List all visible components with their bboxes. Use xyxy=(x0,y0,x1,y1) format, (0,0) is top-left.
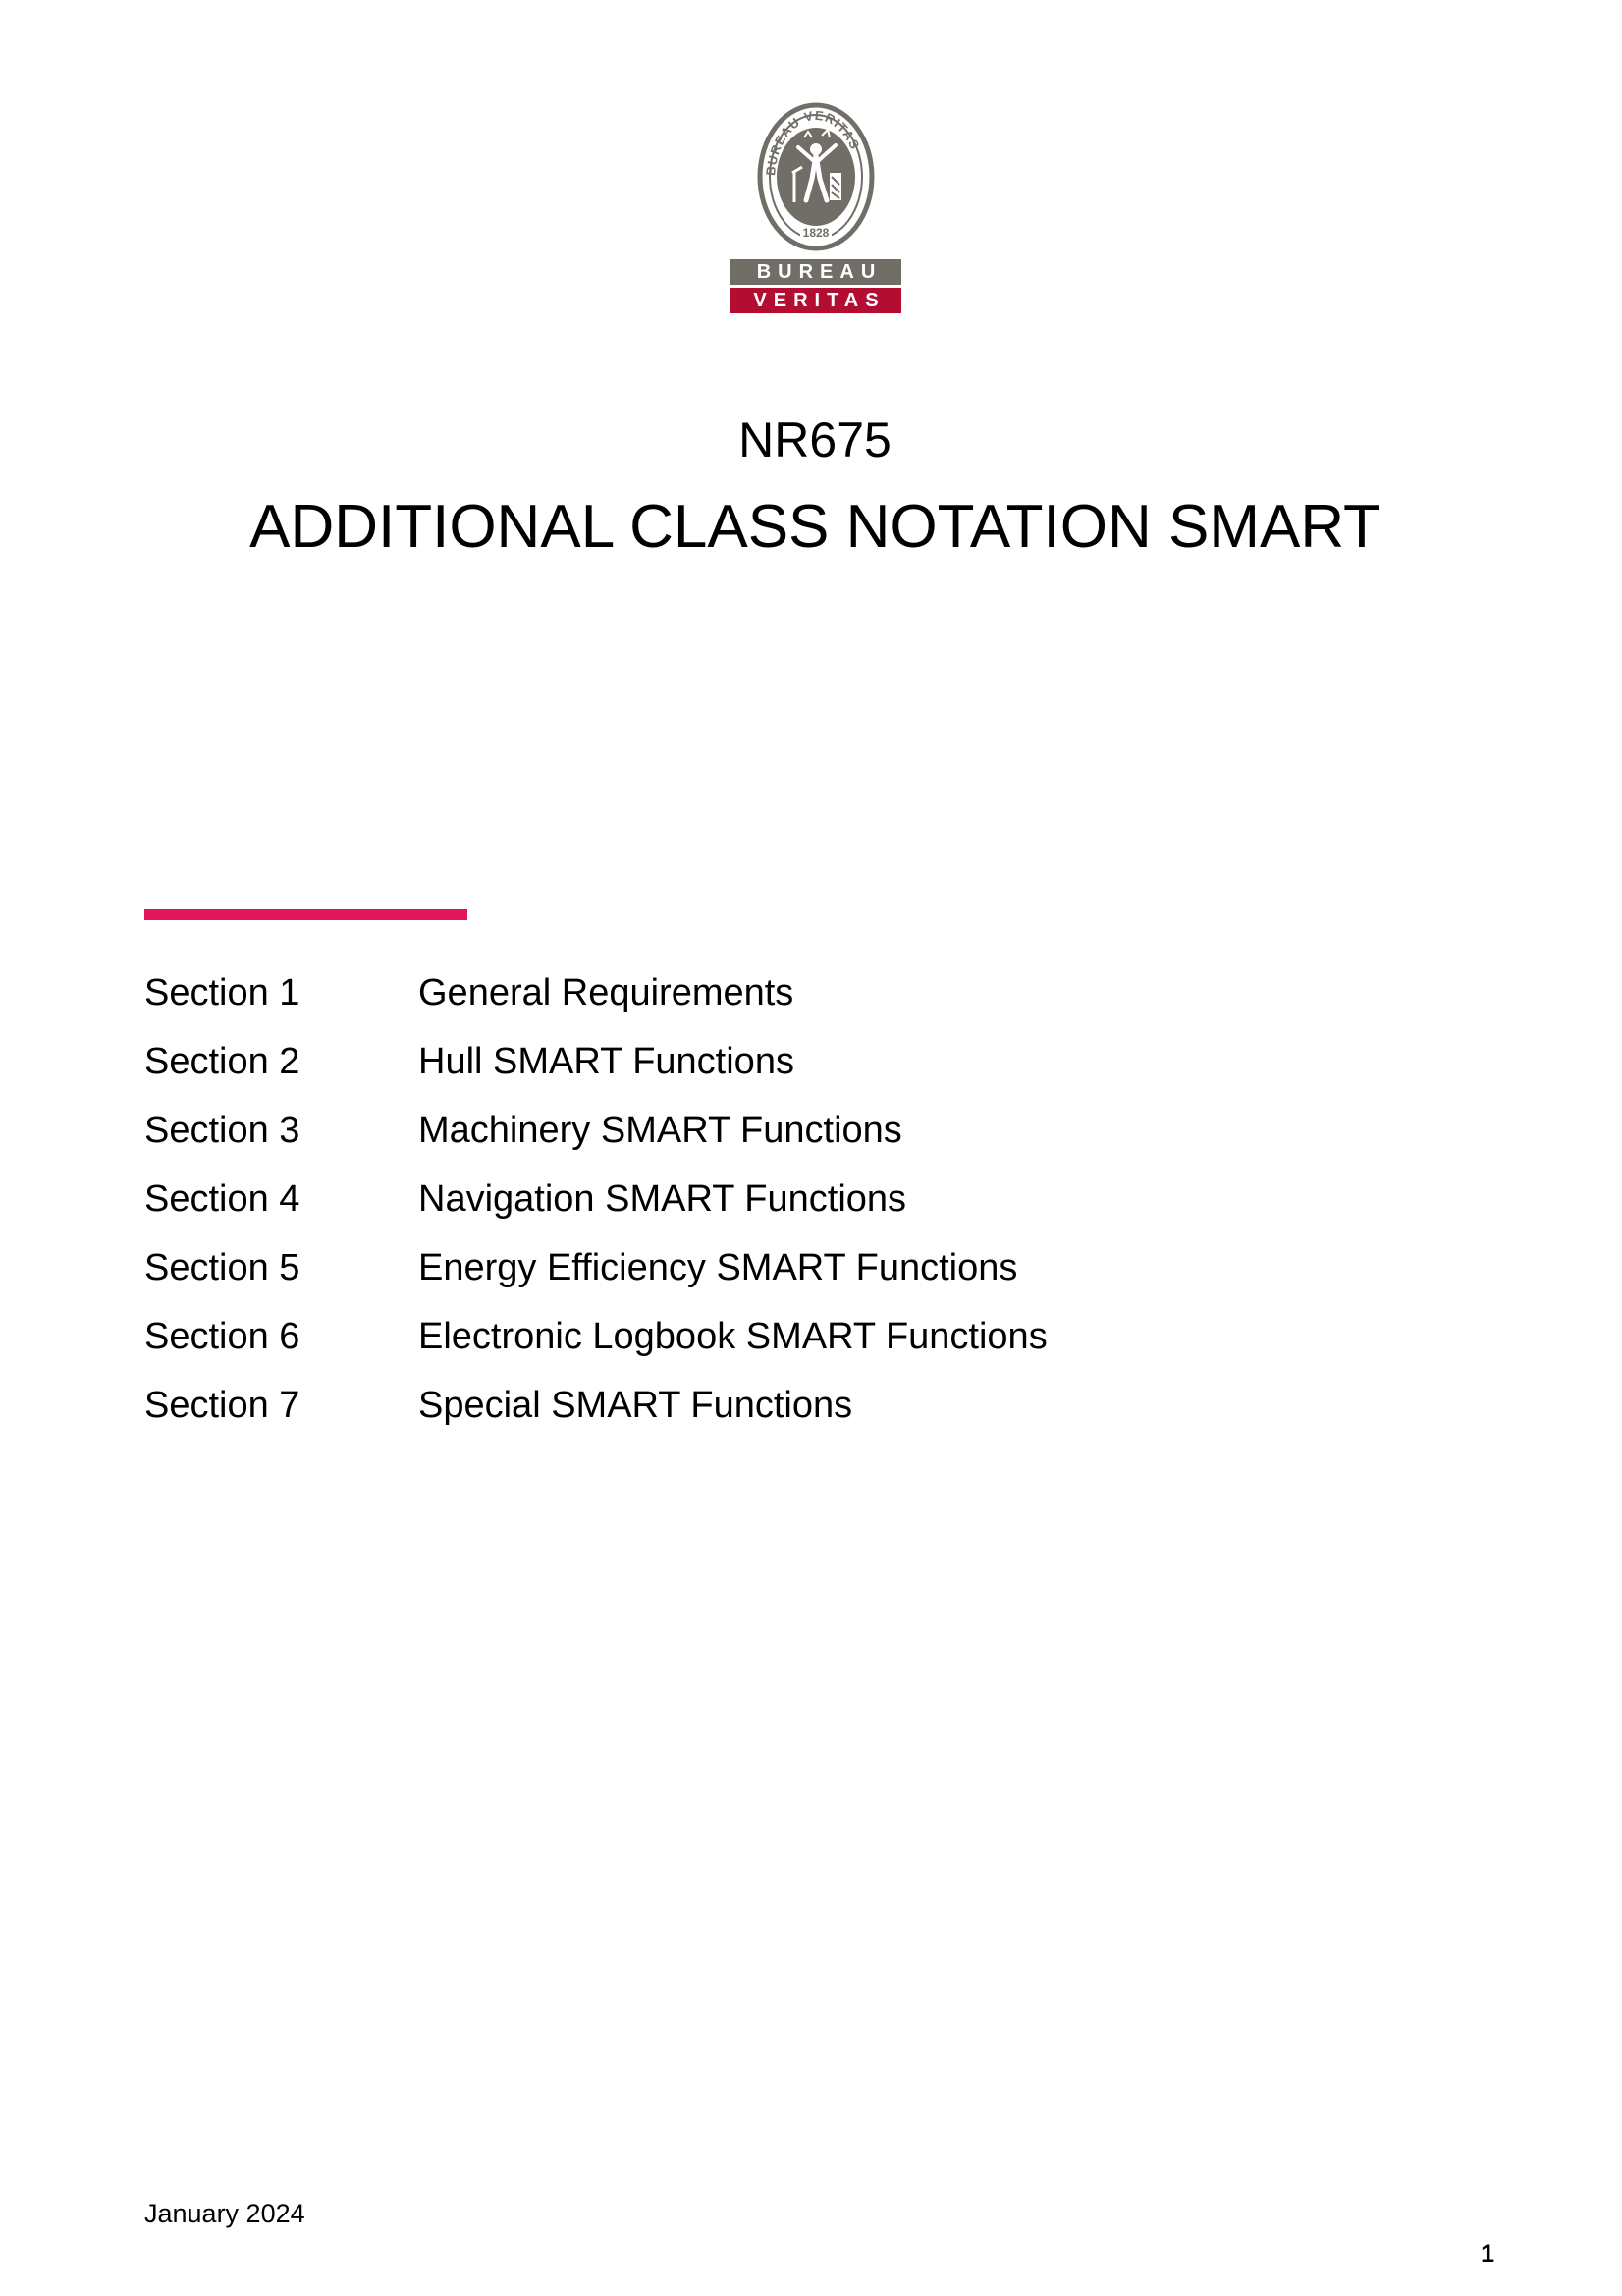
section-row-3 xyxy=(144,1096,1323,1165)
section-row-1 xyxy=(144,958,1323,1027)
section-title: Hull SMART Functions xyxy=(418,1041,794,1082)
section-title: Electronic Logbook SMART Functions xyxy=(418,1316,1048,1357)
logo-word-bureau: BUREAU xyxy=(730,259,901,285)
section-label: Section 5 xyxy=(144,1247,300,1288)
page-number: 1 xyxy=(1481,2240,1494,2268)
section-label: Section 2 xyxy=(144,1041,300,1082)
bureau-veritas-logo xyxy=(730,102,901,314)
section-title: Special SMART Functions xyxy=(418,1385,853,1426)
section-label: Section 3 xyxy=(144,1110,300,1151)
accent-divider xyxy=(144,909,467,920)
section-row-5 xyxy=(144,1233,1323,1302)
section-row-7 xyxy=(144,1371,1323,1440)
section-label: Section 4 xyxy=(144,1178,300,1220)
document-code: NR675 xyxy=(738,412,892,467)
section-row-6 xyxy=(144,1302,1323,1371)
section-title: Energy Efficiency SMART Functions xyxy=(418,1247,1018,1288)
section-row-4 xyxy=(144,1165,1323,1233)
section-title: General Requirements xyxy=(418,972,794,1013)
section-title: Machinery SMART Functions xyxy=(418,1110,902,1151)
section-row-2 xyxy=(144,1027,1323,1096)
svg-text:BUREAU VERITAS: BUREAU VERITAS xyxy=(763,107,863,177)
svg-text:1828: 1828 xyxy=(802,226,830,240)
section-label: Section 6 xyxy=(144,1316,300,1357)
section-label: Section 7 xyxy=(144,1385,300,1426)
section-label: Section 1 xyxy=(144,972,300,1013)
section-title: Navigation SMART Functions xyxy=(418,1178,907,1220)
publication-date: January 2024 xyxy=(144,2199,305,2228)
document-title: ADDITIONAL CLASS NOTATION SMART xyxy=(249,493,1380,561)
logo-word-veritas: VERITAS xyxy=(730,288,901,313)
section-list xyxy=(144,958,1323,1440)
bureau-veritas-seal-icon xyxy=(757,102,875,251)
